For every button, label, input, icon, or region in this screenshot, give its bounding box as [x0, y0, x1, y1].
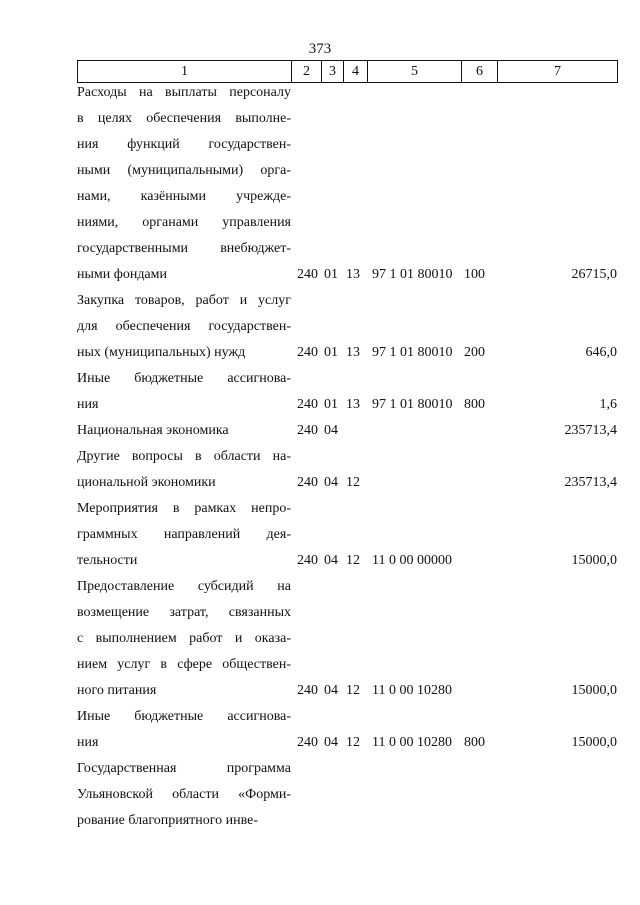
- column-header-2: 2: [292, 61, 322, 83]
- row-name-line: Национальная экономика: [77, 423, 229, 438]
- row-name-line: в целях обеспечения выполне-: [77, 111, 291, 126]
- table-row: [77, 366, 617, 418]
- row-name-line: государственными внебюджет-: [77, 241, 291, 256]
- row-subsection: 13: [346, 397, 360, 412]
- row-amount: 26715,0: [571, 267, 617, 282]
- row-name-line: Предоставление субсидий на: [77, 579, 291, 594]
- row-amount: 1,6: [599, 397, 617, 412]
- row-admin-code: 240: [297, 553, 318, 568]
- row-name-line: ными фондами: [77, 267, 168, 282]
- row-section: 04: [324, 683, 338, 698]
- column-header-3: 3: [322, 61, 344, 83]
- row-name: [77, 418, 291, 444]
- row-section: 01: [324, 267, 338, 282]
- row-amount: 15000,0: [571, 735, 617, 750]
- row-target-article: 97 1 01 80010: [372, 397, 453, 412]
- row-section: 04: [324, 423, 338, 438]
- column-header-1: 1: [78, 61, 292, 83]
- table-row: [77, 288, 617, 366]
- row-name: [77, 756, 291, 834]
- row-name-line: Расходы на выплаты персоналу: [77, 85, 291, 100]
- row-subsection: 13: [346, 267, 360, 282]
- row-name: [77, 366, 291, 418]
- row-name-line: ния функций государствен-: [77, 137, 291, 152]
- row-name-line: Иные бюджетные ассигнова-: [77, 371, 291, 386]
- row-name-line: рование благоприятного инве-: [77, 813, 259, 828]
- row-target-article: 97 1 01 80010: [372, 345, 453, 360]
- row-name-line: Другие вопросы в области на-: [77, 449, 291, 464]
- row-admin-code: 240: [297, 683, 318, 698]
- column-header-4: 4: [344, 61, 368, 83]
- row-name-line: Иные бюджетные ассигнова-: [77, 709, 291, 724]
- row-admin-code: 240: [297, 423, 318, 438]
- row-amount: 15000,0: [571, 553, 617, 568]
- row-amount: 235713,4: [564, 423, 617, 438]
- row-amount: 15000,0: [571, 683, 617, 698]
- row-subsection: 12: [346, 475, 360, 490]
- row-subsection: 12: [346, 683, 360, 698]
- row-admin-code: 240: [297, 735, 318, 750]
- column-header-6: 6: [462, 61, 498, 83]
- row-name-line: нием услуг в сфере обществен-: [77, 657, 291, 672]
- row-section: 01: [324, 345, 338, 360]
- row-name-line: ными (муниципальными) орга-: [77, 163, 291, 178]
- row-amount: 646,0: [585, 345, 617, 360]
- row-name: [77, 496, 291, 574]
- table-row: [77, 80, 617, 288]
- budget-rows: [77, 80, 617, 834]
- table-row: [77, 418, 617, 444]
- row-admin-code: 240: [297, 397, 318, 412]
- row-target-article: 11 0 00 10280: [372, 735, 452, 750]
- row-name-line: тельности: [77, 553, 138, 568]
- row-section: 01: [324, 397, 338, 412]
- row-expense-type: 100: [464, 267, 485, 282]
- row-name: [77, 574, 291, 704]
- row-name-line: циональной экономики: [77, 475, 216, 490]
- row-target-article: 11 0 00 10280: [372, 683, 452, 698]
- row-name-line: для обеспечения государствен-: [77, 319, 291, 334]
- row-subsection: 12: [346, 553, 360, 568]
- row-name: [77, 704, 291, 756]
- row-name: [77, 288, 291, 366]
- table-row: [77, 704, 617, 756]
- row-name-line: ния: [77, 397, 99, 412]
- row-section: 04: [324, 475, 338, 490]
- row-subsection: 13: [346, 345, 360, 360]
- row-expense-type: 800: [464, 735, 485, 750]
- row-name: [77, 80, 291, 288]
- row-name-line: ного питания: [77, 683, 157, 698]
- row-name: [77, 444, 291, 496]
- table-row: [77, 756, 617, 834]
- row-name-line: возмещение затрат, связанных: [77, 605, 291, 620]
- row-expense-type: 200: [464, 345, 485, 360]
- row-section: 04: [324, 553, 338, 568]
- row-target-article: 97 1 01 80010: [372, 267, 453, 282]
- column-header-7: 7: [498, 61, 618, 83]
- row-subsection: 12: [346, 735, 360, 750]
- row-target-article: 11 0 00 00000: [372, 553, 452, 568]
- row-name-line: граммных направлений дея-: [77, 527, 291, 542]
- row-name-line: Мероприятия в рамках непро-: [77, 501, 291, 516]
- row-name-line: ниями, органами управления: [77, 215, 291, 230]
- row-name-line: с выполнением работ и оказа-: [77, 631, 291, 646]
- row-amount: 235713,4: [564, 475, 617, 490]
- table-row: [77, 444, 617, 496]
- row-admin-code: 240: [297, 267, 318, 282]
- row-admin-code: 240: [297, 475, 318, 490]
- table-row: [77, 496, 617, 574]
- row-name-line: Государственная программа: [77, 761, 291, 776]
- row-name-line: нами, казёнными учрежде-: [77, 189, 291, 204]
- row-admin-code: 240: [297, 345, 318, 360]
- column-header-5: 5: [368, 61, 462, 83]
- page-number: 373: [308, 41, 332, 57]
- table-row: [77, 574, 617, 704]
- row-name-line: ных (муниципальных) нужд: [77, 345, 246, 360]
- row-expense-type: 800: [464, 397, 485, 412]
- row-name-line: Закупка товаров, работ и услуг: [77, 293, 291, 308]
- row-name-line: ния: [77, 735, 99, 750]
- row-section: 04: [324, 735, 338, 750]
- row-name-line: Ульяновской области «Форми-: [77, 787, 291, 802]
